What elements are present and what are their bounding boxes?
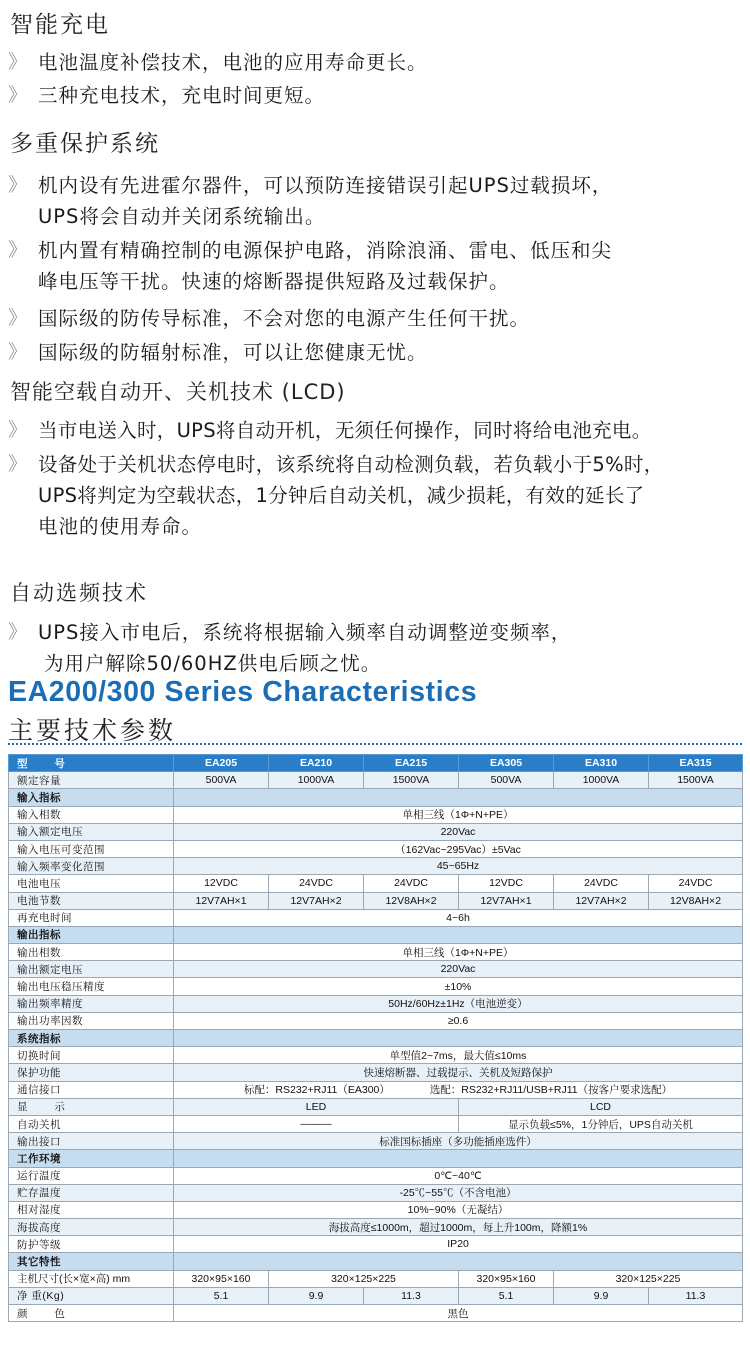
table-cell: 500VA — [459, 772, 554, 789]
table-cell: ≥0.6 — [174, 1012, 743, 1029]
table-row — [9, 1184, 743, 1201]
header-model: EA215 — [364, 755, 459, 772]
bullet-mark-icon: 》 — [8, 51, 23, 73]
row-label: 颜 色 — [9, 1305, 174, 1322]
row-label: 净 重(Kg) — [9, 1287, 174, 1304]
row-label: 主机尺寸(长×宽×高) mm — [9, 1270, 174, 1287]
row-label: 贮存温度 — [9, 1184, 174, 1201]
table-cell: 320×95×160 — [174, 1270, 269, 1287]
table-cell: 220Vac — [174, 823, 743, 840]
bullet-item — [8, 80, 742, 111]
table-cell: IP20 — [174, 1236, 743, 1253]
row-label: 输入额定电压 — [9, 823, 174, 840]
bullet-item — [8, 449, 742, 542]
row-label: 切换时间 — [9, 1047, 174, 1064]
bullet-item — [8, 235, 742, 297]
table-row — [9, 772, 743, 789]
row-label: 输入频率变化范围 — [9, 858, 174, 875]
table-cell: 1500VA — [364, 772, 459, 789]
table-row — [9, 1167, 743, 1184]
bullet-mark-icon: 》 — [8, 341, 23, 363]
section-row — [9, 1150, 743, 1167]
table-cell: 单型值2~7ms，最大值≤10ms — [174, 1047, 743, 1064]
table-cell: 12V8AH×2 — [364, 892, 459, 909]
row-label: 显 示 — [9, 1098, 174, 1115]
row-label: 相对湿度 — [9, 1201, 174, 1218]
table-cell: 黑色 — [174, 1305, 743, 1322]
header-model-label: 型 号 — [9, 755, 174, 772]
table-cell: 1500VA — [649, 772, 743, 789]
bullet-item — [8, 303, 742, 334]
table-row — [9, 1133, 743, 1150]
dotted-divider — [8, 743, 742, 745]
table-cell: 4~6h — [174, 909, 743, 926]
section-label: 输入指标 — [9, 789, 174, 806]
header-model: EA305 — [459, 755, 554, 772]
bullet-line: 电池的使用寿命。 — [38, 515, 203, 538]
table-cell: 显示负载≤5%，1分钟后，UPS自动关机 — [459, 1115, 743, 1132]
section-heading-auto-onoff: 智能空载自动开、关机技术 (LCD) — [10, 380, 346, 404]
bullet-item — [8, 617, 742, 679]
table-row — [9, 1047, 743, 1064]
section-filler — [174, 1150, 743, 1167]
spec-table — [8, 754, 743, 1322]
table-cell: 5.1 — [459, 1287, 554, 1304]
table-cell: 10%~90%（无凝结） — [174, 1201, 743, 1218]
bullet-line: 国际级的防传导标准，不会对您的电源产生任何干扰。 — [38, 307, 531, 330]
section-heading-smart-charging: 智能充电 — [10, 12, 110, 38]
bullet-mark-icon: 》 — [8, 174, 23, 196]
bullet-mark-icon: 》 — [8, 307, 23, 329]
table-cell: 11.3 — [649, 1287, 743, 1304]
bullet-item — [8, 337, 742, 368]
header-model: EA315 — [649, 755, 743, 772]
table-cell: -25℃~55℃（不含电池） — [174, 1184, 743, 1201]
table-cell: 9.9 — [269, 1287, 364, 1304]
series-subtitle: 主要技术参数 — [8, 716, 177, 745]
section-row — [9, 1253, 743, 1270]
table-cell: 海拔高度≤1000m，超过1000m，每上升100m，降额1% — [174, 1219, 743, 1236]
table-cell: 320×125×225 — [269, 1270, 459, 1287]
section-label: 系统指标 — [9, 1030, 174, 1047]
table-cell: LED — [174, 1098, 459, 1115]
row-label: 输入相数 — [9, 806, 174, 823]
table-cell: 12V7AH×1 — [174, 892, 269, 909]
section-filler — [174, 1253, 743, 1270]
header-model: EA205 — [174, 755, 269, 772]
row-label: 输出功率因数 — [9, 1012, 174, 1029]
row-label: 电池电压 — [9, 875, 174, 892]
table-row — [9, 1064, 743, 1081]
table-cell: 9.9 — [554, 1287, 649, 1304]
table-cell: 5.1 — [174, 1287, 269, 1304]
table-header-row — [9, 755, 743, 772]
bullet-item — [8, 170, 742, 232]
bullet-mark-icon: 》 — [8, 84, 23, 106]
table-row — [9, 1219, 743, 1236]
table-row — [9, 806, 743, 823]
row-label: 电池节数 — [9, 892, 174, 909]
row-label: 输出额定电压 — [9, 961, 174, 978]
table-cell: 24VDC — [269, 875, 364, 892]
row-label: 防护等级 — [9, 1236, 174, 1253]
table-row — [9, 823, 743, 840]
table-cell: 0℃~40℃ — [174, 1167, 743, 1184]
table-cell: 单相三线（1Φ+N+PE） — [174, 944, 743, 961]
row-label: 保护功能 — [9, 1064, 174, 1081]
table-row — [9, 858, 743, 875]
bullet-line: 峰电压等干扰。快速的熔断器提供短路及过载保护。 — [38, 270, 510, 293]
table-cell: 45~65Hz — [174, 858, 743, 875]
bullet-line: 为用户解除50/60HZ供电后顾之忧。 — [44, 652, 382, 675]
header-model: EA310 — [554, 755, 649, 772]
bullet-line: 机内置有精确控制的电源保护电路，消除浪涌、雷电、低压和尖 — [38, 239, 613, 262]
table-row — [9, 978, 743, 995]
bullet-mark-icon: 》 — [8, 453, 23, 475]
bullet-line: UPS接入市电后，系统将根据输入频率自动调整逆变频率， — [38, 621, 572, 644]
row-label: 输出电压稳压精度 — [9, 978, 174, 995]
bullet-item — [8, 415, 742, 446]
row-label: 通信接口 — [9, 1081, 174, 1098]
section-filler — [174, 1030, 743, 1047]
comm-standard: 标配：RS232+RJ11（EA300） — [243, 1084, 390, 1097]
table-row — [9, 1012, 743, 1029]
row-label: 再充电时间 — [9, 909, 174, 926]
table-cell: 12VDC — [459, 875, 554, 892]
bullet-line: 设备处于关机状态停电时，该系统将自动检测负载，若负载小于5%时， — [38, 453, 664, 476]
table-cell: 24VDC — [554, 875, 649, 892]
table-row — [9, 1201, 743, 1218]
bullet-mark-icon: 》 — [8, 621, 23, 643]
row-label: 输出接口 — [9, 1133, 174, 1150]
table-row — [9, 1287, 743, 1304]
bullet-line: UPS将会自动并关闭系统输出。 — [38, 205, 326, 228]
bullet-mark-icon: 》 — [8, 419, 23, 441]
section-heading-protection: 多重保护系统 — [10, 131, 160, 157]
table-row — [9, 961, 743, 978]
table-cell: 11.3 — [364, 1287, 459, 1304]
table-cell: 500VA — [174, 772, 269, 789]
table-cell: 1000VA — [269, 772, 364, 789]
bullet-line: 当市电送入时，UPS将自动开机，无须任何操作，同时将给电池充电。 — [38, 419, 652, 442]
section-row — [9, 789, 743, 806]
table-cell: 12VDC — [174, 875, 269, 892]
table-cell: 12V7AH×2 — [269, 892, 364, 909]
table-cell: 24VDC — [649, 875, 743, 892]
bullet-mark-icon: 》 — [8, 239, 23, 261]
table-cell: 320×125×225 — [554, 1270, 743, 1287]
table-row — [9, 1236, 743, 1253]
section-filler — [174, 789, 743, 806]
table-row — [9, 1081, 743, 1098]
table-row — [9, 1270, 743, 1287]
table-cell: 12V7AH×2 — [554, 892, 649, 909]
row-label: 输入电压可变范围 — [9, 840, 174, 857]
table-cell: 24VDC — [364, 875, 459, 892]
table-cell: ±10% — [174, 978, 743, 995]
table-row — [9, 875, 743, 892]
row-label: 自动关机 — [9, 1115, 174, 1132]
table-cell: 320×95×160 — [459, 1270, 554, 1287]
table-cell: ——— — [174, 1115, 459, 1132]
table-row — [9, 1305, 743, 1322]
section-label: 输出指标 — [9, 926, 174, 943]
table-row — [9, 1098, 743, 1115]
section-heading-auto-frequency: 自动选频技术 — [10, 581, 148, 605]
section-label: 工作环境 — [9, 1150, 174, 1167]
section-filler — [174, 926, 743, 943]
table-row — [9, 1115, 743, 1132]
table-cell: 50Hz/60Hz±1Hz（电池逆变） — [174, 995, 743, 1012]
row-label: 额定容量 — [9, 772, 174, 789]
table-cell: 220Vac — [174, 961, 743, 978]
table-cell: （162Vac~295Vac）±5Vac — [174, 840, 743, 857]
row-label: 输出频率精度 — [9, 995, 174, 1012]
table-cell: 快速熔断器、过载提示、关机及短路保护 — [174, 1064, 743, 1081]
section-row — [9, 926, 743, 943]
bullet-line: UPS将判定为空载状态，1分钟后自动关机，减少损耗，有效的延长了 — [38, 484, 645, 507]
table-row — [9, 840, 743, 857]
table-cell: 1000VA — [554, 772, 649, 789]
bullet-line: 三种充电技术，充电时间更短。 — [38, 84, 326, 107]
header-model: EA210 — [269, 755, 364, 772]
bullet-line: 机内设有先进霍尔器件，可以预防连接错误引起UPS过载损坏， — [38, 174, 613, 197]
table-cell: 标准国标插座（多功能插座选件） — [174, 1133, 743, 1150]
table-cell: LCD — [459, 1098, 743, 1115]
table-row — [9, 995, 743, 1012]
table-cell — [174, 1081, 743, 1098]
bullet-line: 电池温度补偿技术，电池的应用寿命更长。 — [38, 51, 428, 74]
series-title: EA200/300 Series Characteristics — [8, 676, 478, 708]
section-label: 其它特性 — [9, 1253, 174, 1270]
bullet-line: 国际级的防辐射标准，可以让您健康无忧。 — [38, 341, 428, 364]
bullet-item — [8, 47, 742, 78]
table-row — [9, 909, 743, 926]
comm-optional: 选配：RS232+RJ11/USB+RJ11（按客户要求选配） — [429, 1084, 673, 1097]
row-label: 运行温度 — [9, 1167, 174, 1184]
row-label: 海拔高度 — [9, 1219, 174, 1236]
row-label: 输出相数 — [9, 944, 174, 961]
table-row — [9, 944, 743, 961]
table-cell: 12V7AH×1 — [459, 892, 554, 909]
table-cell: 单相三线（1Φ+N+PE） — [174, 806, 743, 823]
section-row — [9, 1030, 743, 1047]
table-cell: 12V8AH×2 — [649, 892, 743, 909]
table-row — [9, 892, 743, 909]
